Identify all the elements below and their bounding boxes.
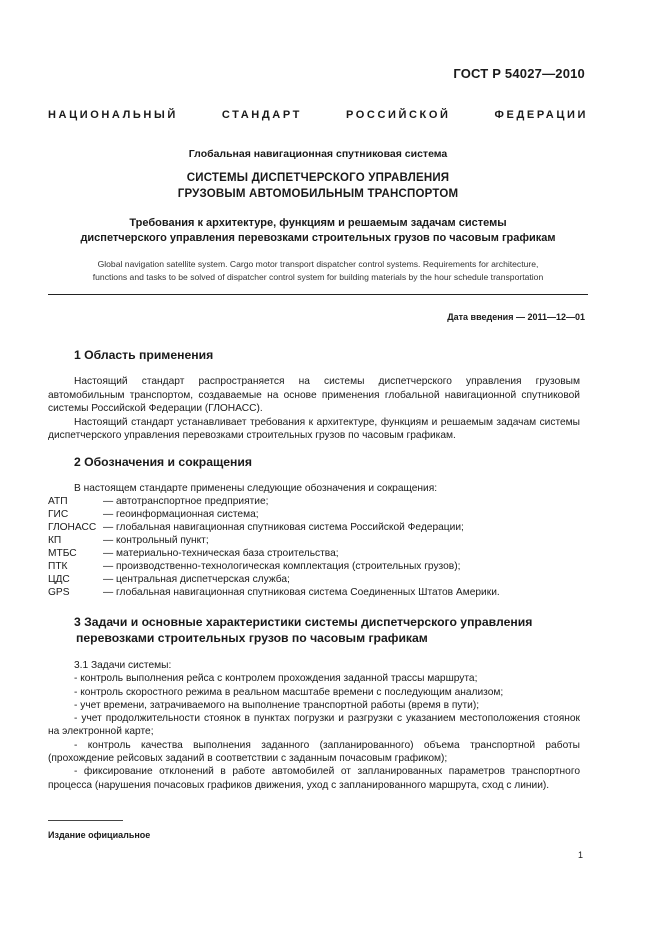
title-divider	[48, 294, 588, 295]
english-title-line2: functions and tasks to be solved of dispatcher control system for building materials by the hour schedule transportation	[92, 272, 544, 282]
abbreviation-term: КП	[48, 535, 62, 546]
abbreviation-term: АТП	[48, 496, 68, 507]
abbreviation-term: ГЛОНАСС	[48, 522, 97, 533]
section1-body	[48, 375, 580, 443]
section3-heading-line1: 3 Задачи и основные характеристики системы диспетчерского управления	[74, 615, 533, 629]
section1-paragraph: Настоящий стандарт устанавливает требования к архитектуре, функциям и решаемым задачам системы диспетчерского управления перевозками строительных грузов по часовым графикам.	[48, 416, 580, 442]
english-title-line1: Global navigation satellite system. Cargo motor transport dispatcher control systems. Requirements for architecture,	[97, 259, 539, 269]
section1-paragraph: Настоящий стандарт распространяется на системы диспетчерского управления грузовым автомобильным транспортом, создаваемые на основе применения глобальной навигационной спутниковой системы Российской Федерации (ГЛОНАСС).	[48, 376, 580, 415]
abbreviation-row	[48, 586, 500, 599]
abbreviation-row	[48, 573, 290, 586]
abbreviation-desc: — контрольный пункт;	[103, 535, 209, 546]
standard-code: ГОСТ Р 54027—2010	[453, 66, 585, 81]
title-topic: Глобальная навигационная спутниковая система	[188, 148, 448, 160]
list-item: - фиксирование отклонений в работе автомобилей от запланированных параметров транспортного процесса (нарушения почасовых графиков движения, уход с запланированного маршрута, сход с линии).	[48, 766, 580, 791]
abbreviation-desc: — глобальная навигационная спутниковая система Соединенных Штатов Америки.	[103, 587, 500, 598]
footer-divider	[48, 820, 123, 821]
abbreviation-row	[48, 534, 209, 547]
abbreviation-row	[48, 560, 460, 573]
section3-list	[48, 659, 580, 792]
subsection-heading: 3.1 Задачи системы:	[74, 660, 172, 671]
abbreviation-row	[48, 521, 464, 534]
subtitle-line2: диспетчерского управления перевозками строительных грузов по часовым графикам	[80, 232, 556, 244]
section2-intro: В настоящем стандарте применены следующие обозначения и сокращения:	[74, 483, 438, 494]
section1-heading: 1 Область применения	[74, 348, 214, 362]
abbreviation-desc: — центральная диспетчерская служба;	[103, 574, 290, 585]
abbreviation-row	[48, 508, 259, 521]
abbreviation-desc: — автотранспортное предприятие;	[103, 496, 269, 507]
subtitle-line1: Требования к архитектуре, функциям и решаемым задачам системы	[129, 217, 507, 229]
list-item: - контроль качества выполнения заданного (запланированного) объема транспортной работы (прохождение рейсовых заданий в соответствии с заданным почасовым графиком);	[48, 739, 580, 765]
abbreviation-term: ГИС	[48, 509, 69, 520]
section2-heading: 2 Обозначения и сокращения	[74, 455, 253, 469]
abbreviation-term: ПТК	[48, 561, 68, 572]
abbreviation-desc: — материально-техническая база строительства;	[103, 548, 339, 559]
national-standard-banner: НАЦИОНАЛЬНЫЙ СТАНДАРТ РОССИЙСКОЙ ФЕДЕРАЦИИ	[48, 109, 588, 121]
abbreviation-desc: — глобальная навигационная спутниковая система Российской Федерации;	[103, 522, 464, 533]
abbreviation-desc: — производственно-технологическая комплектация (строительных грузов);	[103, 561, 461, 572]
abbreviation-row	[48, 495, 268, 508]
abbreviation-term: ЦДС	[48, 574, 70, 585]
page-number: 1	[577, 850, 583, 860]
list-item: - контроль скоростного режима в реальном масштабе времени с последующим анализом;	[74, 686, 504, 698]
section3-heading-line2: перевозками строительных грузов по часовым графикам	[76, 631, 428, 645]
main-title-line1: СИСТЕМЫ ДИСПЕТЧЕРСКОГО УПРАВЛЕНИЯ	[186, 172, 450, 184]
abbreviation-row	[48, 547, 339, 560]
edition-label: Издание официальное	[48, 830, 151, 840]
list-item: - контроль выполнения рейса с контролем прохождения заданной трассы маршрута;	[74, 673, 478, 685]
abbreviation-term: МТБС	[48, 548, 77, 559]
list-item: - учет продолжительности стоянок в пунктах погрузки и разгрузки с указанием местоположения стоянок на электронной карте;	[48, 713, 580, 738]
introduction-date: Дата введения — 2011—12—01	[447, 312, 585, 322]
abbreviation-term: GPS	[48, 587, 70, 598]
list-item: - учет времени, затрачиваемого на выполнение транспортной работы (время в пути);	[74, 699, 480, 711]
abbreviation-desc: — геоинформационная система;	[103, 509, 259, 520]
main-title-line2: ГРУЗОВЫМ АВТОМОБИЛЬНЫМ ТРАНСПОРТОМ	[177, 188, 459, 200]
